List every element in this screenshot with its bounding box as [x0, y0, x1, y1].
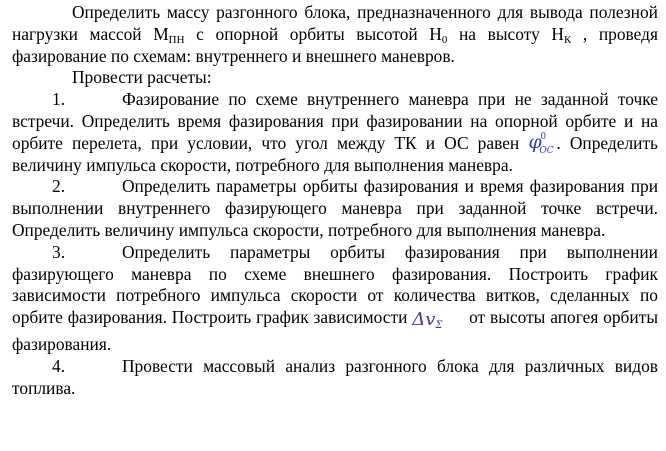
item-number-1: 1.	[52, 89, 66, 110]
list-item-2	[12, 176, 658, 241]
phi-symbol: φ	[528, 130, 542, 153]
item-1-text-a: Фазирование по схеме внутреннего маневра при не заданной точке встречи. Определить время фазирования при фазировании на опорной орбите и на орбите перелета, при условии, что угол между ТК и ОС равен	[12, 89, 658, 153]
intro-text-d: , проведя фазирование по схемам: внутреннего и внешнего маневров.	[12, 23, 658, 66]
phi-superscript: 0	[540, 131, 547, 142]
list-item-1	[12, 89, 658, 176]
list-item-3	[12, 242, 658, 356]
intro-text-b: с опорной орбиты высотой Н	[184, 23, 442, 44]
list-item-4	[12, 356, 658, 400]
intro-sub-hk: К	[563, 33, 572, 46]
item-4-text: Провести массовый анализ разгонного блока для различных видов топлива.	[12, 355, 658, 398]
item-2-text: Определить параметры орбиты фазирования и время фазирования при выполнении внутреннего фазирующего маневра при заданной точке встречи. Определить величину импульса скорости, потребного для выполнения маневра.	[12, 176, 658, 240]
item-number-2: 2.	[52, 176, 66, 197]
delta-v-formula	[412, 309, 464, 334]
delta-v-subscript: Σ	[435, 320, 443, 332]
intro-sub-pn: ПН	[168, 33, 185, 46]
intro-paragraph	[12, 2, 658, 67]
intro-text-a: Определить массу разгонного блока, предназначенного для вывода полезной нагрузки массой М	[12, 2, 658, 44]
item-number-3: 3.	[52, 241, 66, 262]
calc-heading: Провести расчеты:	[72, 67, 212, 88]
item-3-text-b: от высоты апогея орбиты фазирования.	[12, 307, 658, 354]
item-3-text-a: Определить параметры орбиты фазирования при выполнении фазирующего маневра по схеме внешнего фазирования. Построить график зависимости потребного импульса скорости от количества витков, сделанных по орбите фазирования. Построить график зависимости	[12, 241, 658, 328]
delta-v-symbol: Δv	[412, 309, 436, 331]
item-number-4: 4.	[52, 355, 66, 376]
intro-text-c: на высоту Н	[447, 23, 564, 44]
intro-sub-h0: 0	[441, 33, 448, 46]
phi-oc-formula	[528, 130, 556, 156]
phi-subscript: ОС	[539, 145, 554, 156]
item-1-text-b: . Определить величину импульса скорости, потребного для выполнения маневра.	[12, 132, 658, 175]
